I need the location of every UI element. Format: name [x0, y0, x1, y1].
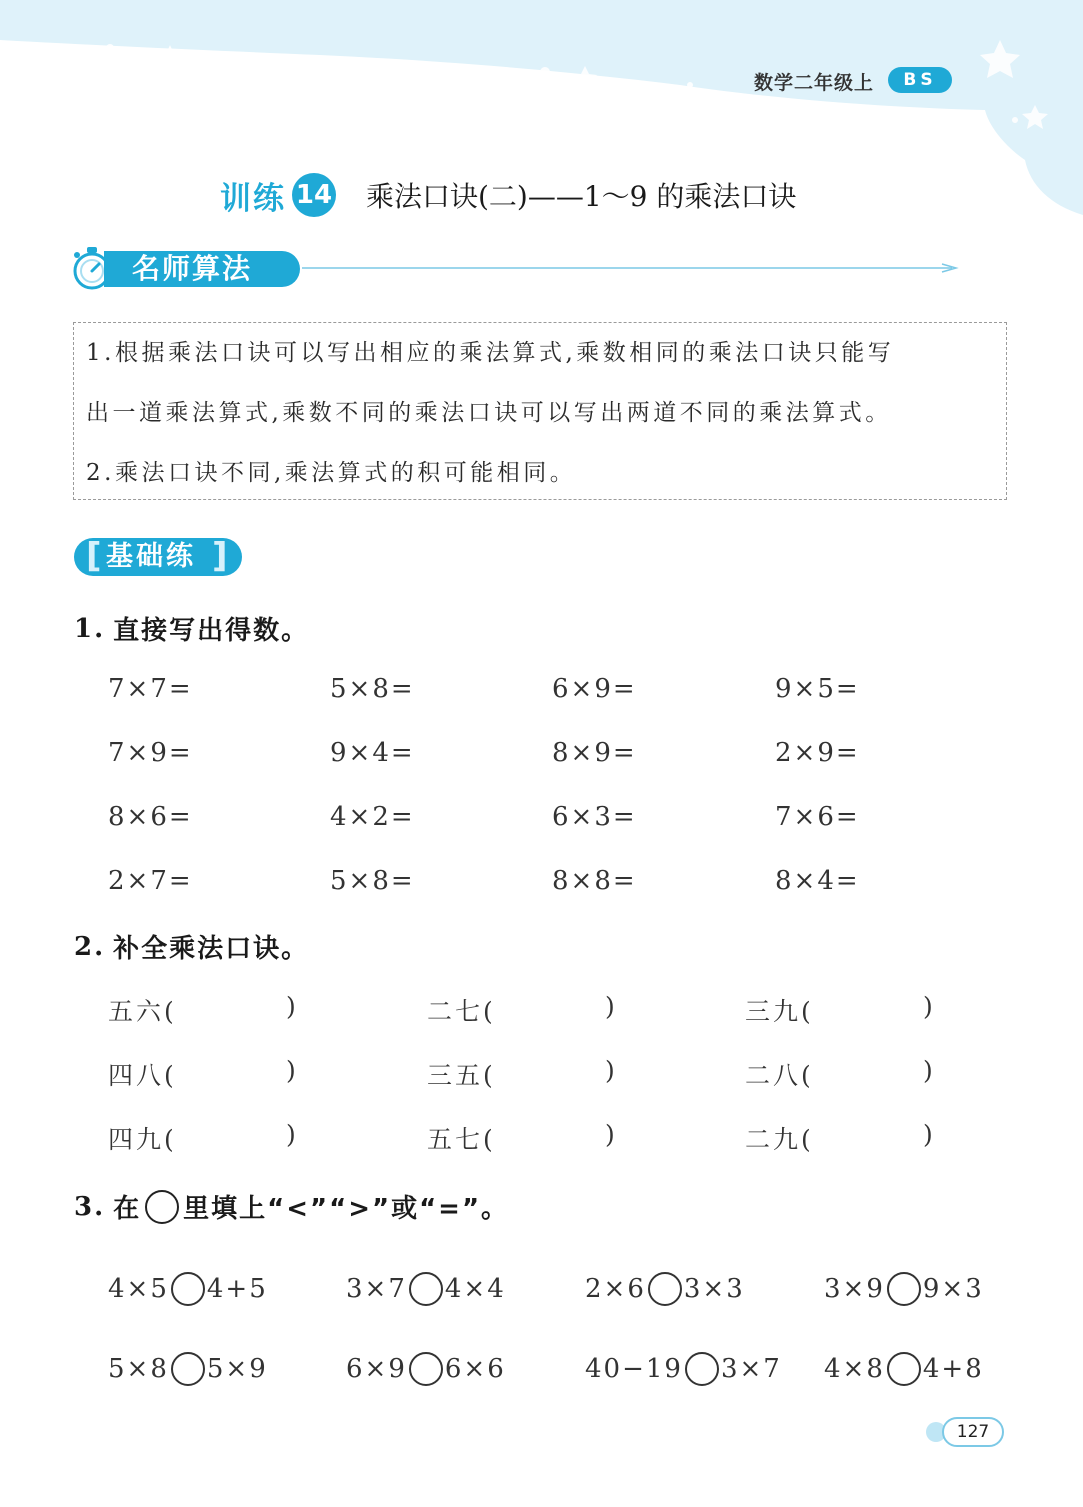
compare-item: 5×8 5×9 — [108, 1354, 268, 1384]
compare-item: 40−19 3×7 — [585, 1354, 782, 1384]
page-number: 127 — [942, 1417, 1004, 1447]
answer-circle[interactable] — [887, 1272, 921, 1306]
lesson-title — [220, 170, 796, 220]
question-3-title — [74, 1188, 509, 1225]
rhyme-blank: 二七( ) — [427, 992, 618, 1026]
compare-item: 2×6 3×3 — [585, 1274, 745, 1304]
rhyme-blank: 三五( ) — [427, 1056, 618, 1090]
expression: 7×7= — [108, 674, 193, 704]
compare-item: 6×9 6×6 — [346, 1354, 506, 1384]
expression: 6×3= — [552, 802, 637, 832]
question-number: 2. — [74, 931, 106, 962]
lesson-number-badge: 14 — [292, 173, 336, 217]
question-text: 补全乘法口诀。 — [113, 934, 310, 964]
edition-badge: BS — [888, 67, 952, 93]
rhyme-blank: 三九( ) — [745, 992, 936, 1026]
tips-banner-label: 名师算法 — [132, 252, 253, 285]
bracket-right-icon: ] — [212, 536, 228, 576]
answer-circle[interactable] — [648, 1272, 682, 1306]
expression: 8×8= — [552, 866, 637, 896]
expression: 5×8= — [330, 674, 415, 704]
answer-circle[interactable] — [887, 1352, 921, 1386]
circle-icon — [145, 1190, 179, 1224]
question-2-title — [74, 928, 309, 965]
compare-item: 4×5 4+5 — [108, 1274, 268, 1304]
tip-line: 出一道乘法算式,乘数不同的乘法口诀可以写出两道不同的乘法算式。 — [86, 400, 892, 426]
rhyme-blank: 二八( ) — [745, 1056, 936, 1090]
title-text: 乘法口诀(二)——1～9 的乘法口诀 — [366, 180, 797, 213]
rhyme-blank: 四八( ) — [108, 1056, 299, 1090]
rhyme-blank: 五七( ) — [427, 1120, 618, 1154]
answer-circle[interactable] — [171, 1352, 205, 1386]
practice-badge-label: 基础练 — [106, 541, 196, 572]
expression: 7×9= — [108, 738, 193, 768]
answer-circle[interactable] — [685, 1352, 719, 1386]
title-prefix: 训练 — [220, 180, 286, 217]
expression: 5×8= — [330, 866, 415, 896]
expression: 9×4= — [330, 738, 415, 768]
expression: 2×9= — [775, 738, 860, 768]
compare-item: 4×8 4+8 — [824, 1354, 984, 1384]
question-number: 3. — [74, 1191, 106, 1222]
question-1-title — [74, 610, 309, 647]
question-text: 在 — [113, 1194, 142, 1224]
tip-line: 2.乘法口诀不同,乘法算式的积可能相同。 — [86, 460, 577, 486]
expression: 8×6= — [108, 802, 193, 832]
answer-circle[interactable] — [409, 1272, 443, 1306]
expression: 6×9= — [552, 674, 637, 704]
expression: 8×9= — [552, 738, 637, 768]
expression: 7×6= — [775, 802, 860, 832]
answer-circle[interactable] — [409, 1352, 443, 1386]
rhyme-blank: 二九( ) — [745, 1120, 936, 1154]
compare-item: 3×9 9×3 — [824, 1274, 984, 1304]
expression: 4×2= — [330, 802, 415, 832]
tip-line: 1.根据乘法口诀可以写出相应的乘法算式,乘数相同的乘法口诀只能写 — [86, 340, 895, 366]
book-label: 数学二年级上 — [754, 72, 875, 94]
expression: 2×7= — [108, 866, 193, 896]
question-text: 直接写出得数。 — [113, 616, 310, 646]
expression: 9×5= — [775, 674, 860, 704]
question-text: 里填上“<”“>”或“=”。 — [183, 1194, 510, 1224]
expression: 8×4= — [775, 866, 860, 896]
rhyme-blank: 五六( ) — [108, 992, 299, 1026]
bracket-left-icon: [ — [86, 536, 102, 576]
question-number: 1. — [74, 613, 106, 644]
compare-item: 3×7 4×4 — [346, 1274, 506, 1304]
answer-circle[interactable] — [171, 1272, 205, 1306]
rhyme-blank: 四九( ) — [108, 1120, 299, 1154]
